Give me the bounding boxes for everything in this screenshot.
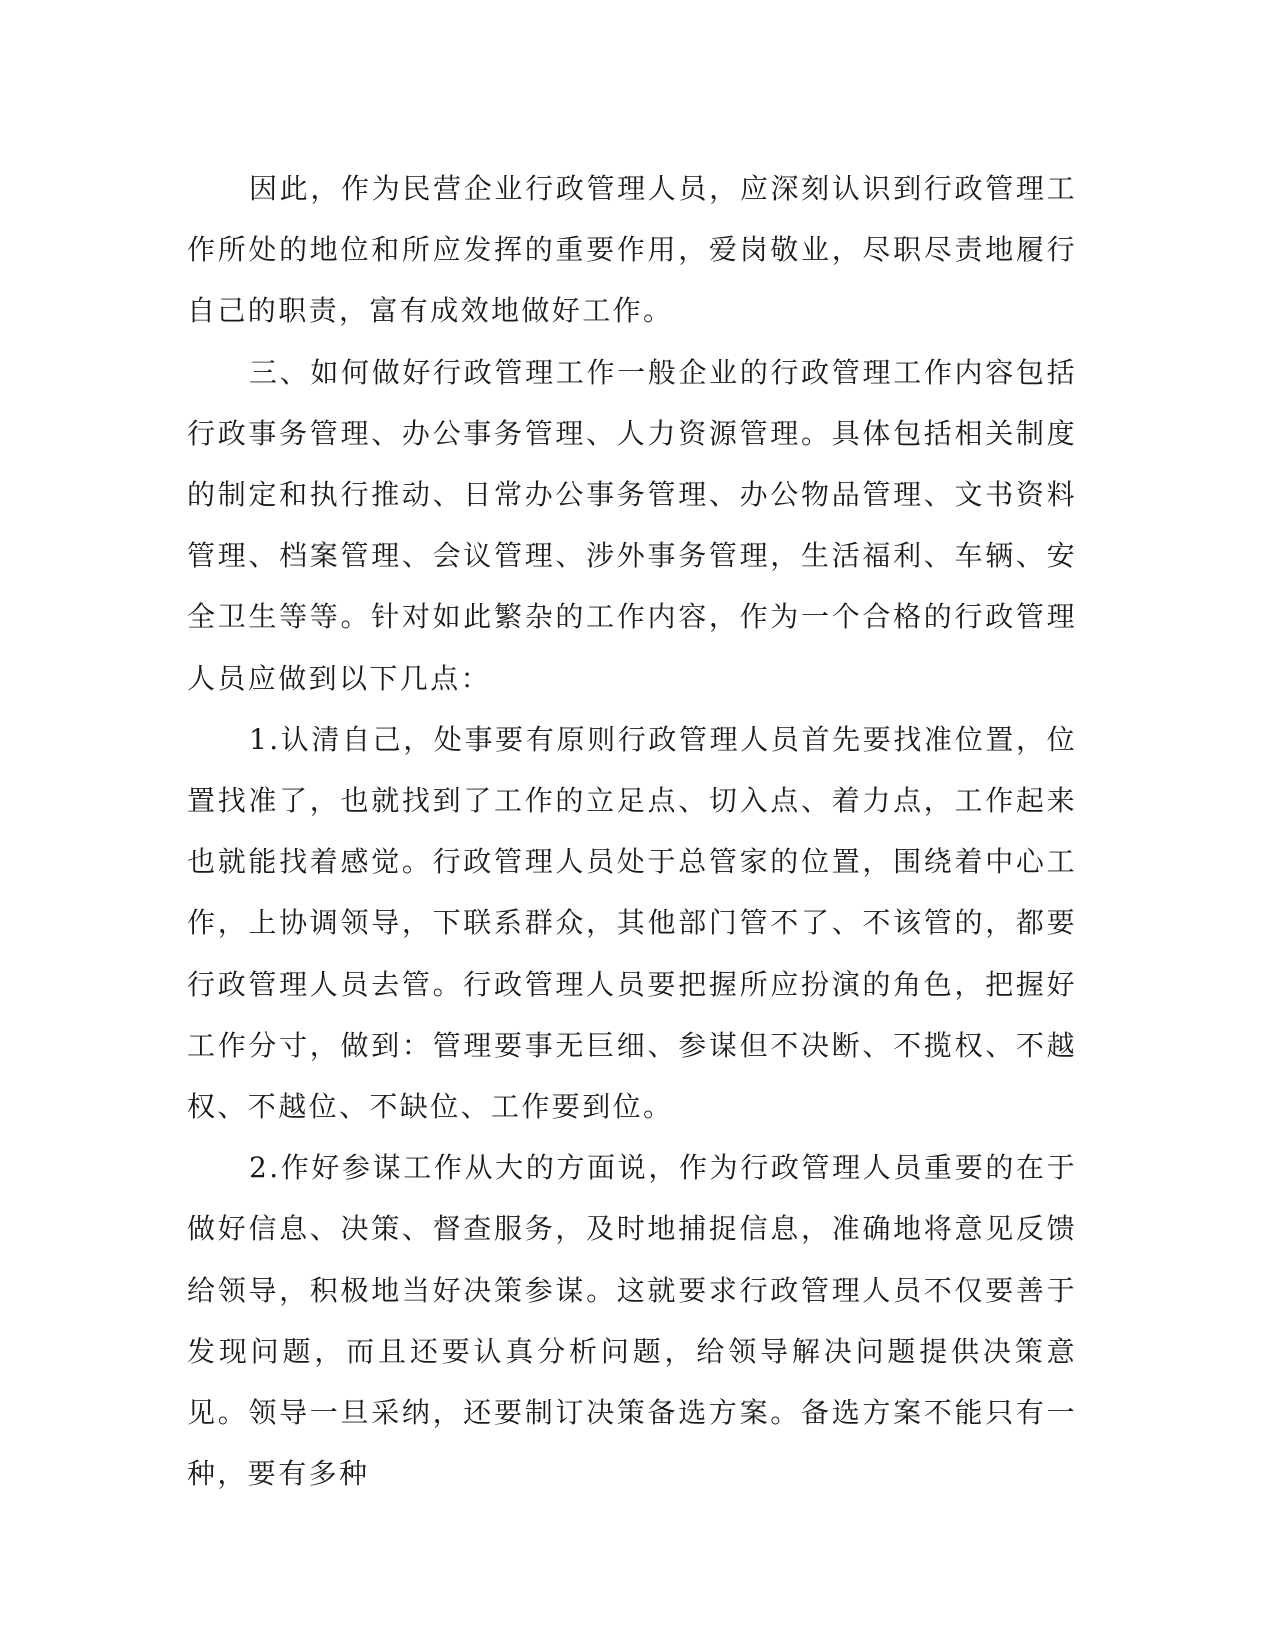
paragraph-conclusion: 因此，作为民营企业行政管理人员，应深刻认识到行政管理工作所处的地位和所应发挥的重要作用，爱岗敬业，尽职尽责地履行自己的职责，富有成效地做好工作。 xyxy=(187,172,1077,328)
document-body xyxy=(187,158,1077,1504)
paragraph-section-three: 三、如何做好行政管理工作一般企业的行政管理工作内容包括行政事务管理、办公事务管理、人力资源管理。具体包括相关制度的制定和执行推动、日常办公事务管理、办公物品管理、文书资料管理、档案管理、会议管理、涉外事务管理，生活福利、车辆、安全卫生等等。针对如此繁杂的工作内容，作为一个合格的行政管理人员应做到以下几点： xyxy=(187,355,1077,695)
paragraph-point-two: 2.作好参谋工作从大的方面说，作为行政管理人员重要的在于做好信息、决策、督查服务，及时地捕捉信息，准确地将意见反馈给领导，积极地当好决策参谋。这就要求行政管理人员不仅要善于发现问题，而且还要认真分析问题，给领导解决问题提供决策意见。领导一旦采纳，还要制订决策备选方案。备选方案不能只有一种，要有多种 xyxy=(187,1151,1077,1491)
paragraph-point-one: 1.认清自己，处事要有原则行政管理人员首先要找准位置，位置找准了，也就找到了工作的立足点、切入点、着力点，工作起来也就能找着感觉。行政管理人员处于总管家的位置，围绕着中心工作，上协调领导，下联系群众，其他部门管不了、不该管的，都要行政管理人员去管。行政管理人员要把握所应扮演的角色，把握好工作分寸，做到：管理要事无巨细、参谋但不决断、不揽权、不越权、不越位、不缺位、工作要到位。 xyxy=(187,722,1077,1124)
